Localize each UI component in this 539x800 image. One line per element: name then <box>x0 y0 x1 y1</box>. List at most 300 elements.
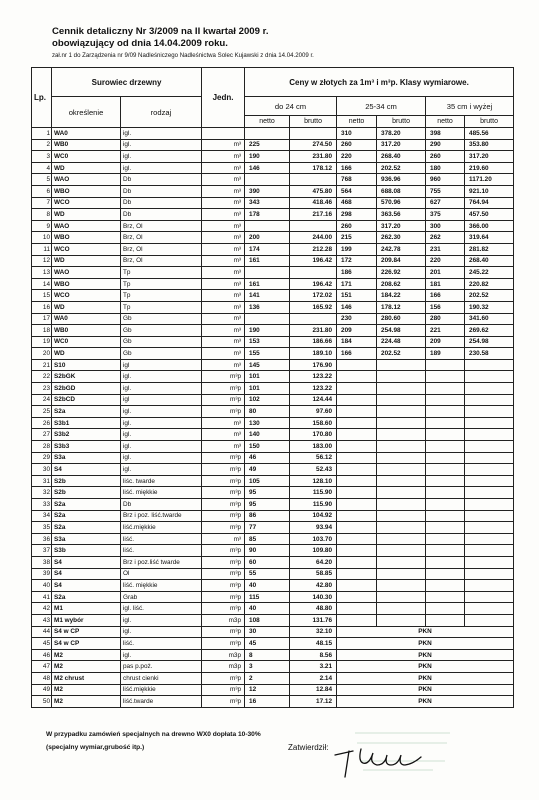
price-netto-3 <box>426 475 465 487</box>
price-brutto-1: 42.80 <box>290 580 337 592</box>
price-brutto-2 <box>377 359 426 371</box>
price-table <box>31 67 514 708</box>
row-unit: m³ <box>202 301 245 313</box>
row-lp: 33 <box>32 499 52 511</box>
price-brutto-2 <box>377 441 426 453</box>
row-code: M2 <box>52 684 121 696</box>
table-row <box>32 255 514 267</box>
row-type: liść.twarde <box>121 696 202 708</box>
price-brutto-2: 280.60 <box>377 313 426 325</box>
price-netto-3: 960 <box>426 174 465 186</box>
row-code: S10 <box>52 359 121 371</box>
price-netto-1: 145 <box>245 359 290 371</box>
table-row <box>32 162 514 174</box>
price-pkn: PKN <box>337 696 514 708</box>
signature-icon <box>315 715 475 785</box>
row-lp: 1 <box>32 128 52 140</box>
table-row <box>32 290 514 302</box>
price-netto-1 <box>245 267 290 279</box>
row-unit: m³p <box>202 591 245 603</box>
price-brutto-1: 56.12 <box>290 452 337 464</box>
price-brutto-1: 165.92 <box>290 301 337 313</box>
row-lp: 49 <box>32 684 52 696</box>
price-brutto-3: 1171.20 <box>465 174 514 186</box>
table-row <box>32 441 514 453</box>
row-unit: m³p <box>202 603 245 615</box>
price-brutto-1: 3.21 <box>290 661 337 673</box>
row-code: S2a <box>52 406 121 418</box>
row-unit: m³ <box>202 533 245 545</box>
table-row <box>32 545 514 557</box>
price-brutto-3: 353.80 <box>465 139 514 151</box>
price-brutto-1: 52.43 <box>290 464 337 476</box>
row-unit: m³ <box>202 232 245 244</box>
row-unit: m³ <box>202 197 245 209</box>
row-lp: 29 <box>32 452 52 464</box>
row-type: Gb <box>121 325 202 337</box>
table-row <box>32 406 514 418</box>
price-netto-2 <box>337 441 377 453</box>
price-netto-3 <box>426 591 465 603</box>
row-code: S4 <box>52 556 121 568</box>
table-row <box>32 591 514 603</box>
price-brutto-3: 921.10 <box>465 185 514 197</box>
price-netto-3: 290 <box>426 139 465 151</box>
row-unit: m³ <box>202 139 245 151</box>
price-brutto-1: 115.90 <box>290 499 337 511</box>
price-brutto-2 <box>377 383 426 395</box>
row-type: Tp <box>121 278 202 290</box>
row-code: S2bGD <box>52 383 121 395</box>
row-code: WCO <box>52 290 121 302</box>
row-type: Grab <box>121 591 202 603</box>
price-brutto-3: 219.60 <box>465 162 514 174</box>
row-unit: m³ <box>202 185 245 197</box>
header-netto: netto <box>426 116 465 128</box>
row-lp: 42 <box>32 603 52 615</box>
price-netto-3: 260 <box>426 151 465 163</box>
price-netto-2: 260 <box>337 220 377 232</box>
price-netto-2 <box>337 464 377 476</box>
row-code: M2 chrust <box>52 672 121 684</box>
row-lp: 14 <box>32 278 52 290</box>
price-brutto-2: 242.78 <box>377 243 426 255</box>
table-row <box>32 568 514 580</box>
price-brutto-3: 220.82 <box>465 278 514 290</box>
price-netto-1: 86 <box>245 510 290 522</box>
row-type: Tp <box>121 290 202 302</box>
price-netto-3: 180 <box>426 162 465 174</box>
row-code: S3b <box>52 545 121 557</box>
row-lp: 20 <box>32 348 52 360</box>
row-lp: 50 <box>32 696 52 708</box>
price-netto-2 <box>337 452 377 464</box>
row-code: S4 <box>52 568 121 580</box>
price-brutto-2: 224.48 <box>377 336 426 348</box>
price-brutto-1: 170.80 <box>290 429 337 441</box>
table-row <box>32 325 514 337</box>
price-brutto-2 <box>377 371 426 383</box>
row-type: igl <box>121 359 202 371</box>
price-netto-1: 95 <box>245 499 290 511</box>
price-netto-1: 49 <box>245 464 290 476</box>
row-lp: 32 <box>32 487 52 499</box>
price-brutto-1: 103.70 <box>290 533 337 545</box>
price-brutto-1: 172.02 <box>290 290 337 302</box>
price-netto-1 <box>245 220 290 232</box>
price-brutto-2 <box>377 556 426 568</box>
row-type: Db <box>121 499 202 511</box>
price-brutto-2 <box>377 452 426 464</box>
row-type: Brz, Ol <box>121 220 202 232</box>
row-type: liść. <box>121 533 202 545</box>
footnote-surcharge: W przypadku zamówień specjalnych na drewno WX0 dopłata 10-30% <box>46 731 261 738</box>
row-unit: m³p <box>202 383 245 395</box>
row-unit: m³ <box>202 336 245 348</box>
price-netto-2 <box>337 499 377 511</box>
row-code: WD <box>52 162 121 174</box>
price-brutto-2: 184.22 <box>377 290 426 302</box>
price-netto-1: 3 <box>245 661 290 673</box>
row-lp: 45 <box>32 638 52 650</box>
price-brutto-2 <box>377 499 426 511</box>
row-type: igl. <box>121 649 202 661</box>
price-netto-3 <box>426 429 465 441</box>
row-lp: 27 <box>32 429 52 441</box>
table-row <box>32 220 514 232</box>
price-netto-1: 136 <box>245 301 290 313</box>
price-brutto-3: 254.98 <box>465 336 514 348</box>
row-code: S3a <box>52 452 121 464</box>
table-row <box>32 128 514 140</box>
price-netto-3: 189 <box>426 348 465 360</box>
price-netto-1: 40 <box>245 580 290 592</box>
price-netto-2: 166 <box>337 348 377 360</box>
price-brutto-1: 17.12 <box>290 696 337 708</box>
row-unit <box>202 128 245 140</box>
row-code: S2b <box>52 487 121 499</box>
row-type: igl. <box>121 464 202 476</box>
row-unit: m³ <box>202 417 245 429</box>
price-brutto-3 <box>465 533 514 545</box>
row-unit: m³ <box>202 441 245 453</box>
row-lp: 19 <box>32 336 52 348</box>
price-brutto-1: 115.90 <box>290 487 337 499</box>
row-code: S2a <box>52 499 121 511</box>
row-code: WA0 <box>52 128 121 140</box>
price-netto-3 <box>426 441 465 453</box>
price-brutto-3 <box>465 614 514 626</box>
price-netto-1: 178 <box>245 209 290 221</box>
price-netto-1: 55 <box>245 568 290 580</box>
table-row <box>32 417 514 429</box>
price-netto-3: 627 <box>426 197 465 209</box>
row-code: M2 <box>52 696 121 708</box>
header-lp: Lp. <box>32 68 52 128</box>
price-brutto-1: 186.66 <box>290 336 337 348</box>
price-netto-3 <box>426 499 465 511</box>
price-brutto-3 <box>465 359 514 371</box>
price-netto-1: 153 <box>245 336 290 348</box>
price-brutto-2 <box>377 417 426 429</box>
table-row <box>32 533 514 545</box>
price-netto-3: 221 <box>426 325 465 337</box>
table-row <box>32 487 514 499</box>
price-netto-1: 101 <box>245 383 290 395</box>
price-brutto-2 <box>377 464 426 476</box>
row-lp: 31 <box>32 475 52 487</box>
row-code: S3b1 <box>52 417 121 429</box>
price-brutto-1: 123.22 <box>290 371 337 383</box>
price-brutto-1: 64.20 <box>290 556 337 568</box>
row-type: igl. <box>121 139 202 151</box>
row-unit: m³p <box>202 452 245 464</box>
row-code: WBO <box>52 232 121 244</box>
price-brutto-2: 936.96 <box>377 174 426 186</box>
table-row <box>32 603 514 615</box>
price-brutto-3: 269.62 <box>465 325 514 337</box>
price-netto-2 <box>337 614 377 626</box>
price-netto-2 <box>337 475 377 487</box>
table-row <box>32 661 514 673</box>
price-brutto-3: 317.20 <box>465 151 514 163</box>
row-unit: m³p <box>202 580 245 592</box>
row-code: S2a <box>52 591 121 603</box>
price-brutto-3: 245.22 <box>465 267 514 279</box>
price-netto-2 <box>337 591 377 603</box>
price-netto-1: 16 <box>245 696 290 708</box>
price-brutto-3: 230.58 <box>465 348 514 360</box>
price-brutto-2: 317.20 <box>377 139 426 151</box>
row-lp: 10 <box>32 232 52 244</box>
price-netto-1: 90 <box>245 545 290 557</box>
price-brutto-2 <box>377 487 426 499</box>
price-netto-3 <box>426 487 465 499</box>
price-brutto-2: 268.40 <box>377 151 426 163</box>
row-code: WBO <box>52 278 121 290</box>
row-type: igl. <box>121 151 202 163</box>
row-code: S2a <box>52 510 121 522</box>
header-netto: netto <box>337 116 377 128</box>
price-netto-3 <box>426 417 465 429</box>
row-type: igl. <box>121 417 202 429</box>
row-code: S4 w CP <box>52 638 121 650</box>
row-unit: m³p <box>202 487 245 499</box>
price-netto-2: 260 <box>337 139 377 151</box>
price-netto-1 <box>245 174 290 186</box>
row-type: Brz, Ol <box>121 255 202 267</box>
row-unit: m³ <box>202 348 245 360</box>
price-brutto-3 <box>465 510 514 522</box>
row-unit: m³p <box>202 568 245 580</box>
price-brutto-1: 231.80 <box>290 325 337 337</box>
price-netto-3: 181 <box>426 278 465 290</box>
price-netto-1: 115 <box>245 591 290 603</box>
price-brutto-1 <box>290 313 337 325</box>
price-netto-2 <box>337 522 377 534</box>
row-type: igl. <box>121 128 202 140</box>
document-subtitle: obowiązujący od dnia 14.04.2009 roku. <box>52 38 228 49</box>
table-row <box>32 232 514 244</box>
price-pkn: PKN <box>337 661 514 673</box>
row-type: liśc. twarde <box>121 475 202 487</box>
header-class-2: 25-34 cm <box>337 97 426 116</box>
row-unit: m3p <box>202 661 245 673</box>
price-netto-2: 172 <box>337 255 377 267</box>
row-unit: m³p <box>202 684 245 696</box>
header-brutto: brutto <box>465 116 514 128</box>
row-lp: 13 <box>32 267 52 279</box>
header-rodzaj: rodzaj <box>121 97 202 128</box>
page-header <box>52 26 522 60</box>
price-brutto-1: 58.85 <box>290 568 337 580</box>
price-brutto-1: 48.15 <box>290 638 337 650</box>
price-pkn: PKN <box>337 684 514 696</box>
price-brutto-1: 93.94 <box>290 522 337 534</box>
header-okreslenie: określenie <box>52 97 121 128</box>
price-brutto-1: 183.00 <box>290 441 337 453</box>
price-netto-3 <box>426 406 465 418</box>
price-brutto-2 <box>377 475 426 487</box>
row-code: S3b2 <box>52 429 121 441</box>
header-brutto: brutto <box>290 116 337 128</box>
row-type: igl. <box>121 626 202 638</box>
price-netto-1: 390 <box>245 185 290 197</box>
price-brutto-3: 319.64 <box>465 232 514 244</box>
price-pkn: PKN <box>337 649 514 661</box>
table-row <box>32 197 514 209</box>
row-lp: 18 <box>32 325 52 337</box>
row-lp: 30 <box>32 464 52 476</box>
row-type: igl. <box>121 614 202 626</box>
row-unit: m³p <box>202 510 245 522</box>
header-class-1: do 24 cm <box>245 97 337 116</box>
price-netto-1 <box>245 313 290 325</box>
row-lp: 3 <box>32 151 52 163</box>
price-brutto-3 <box>465 556 514 568</box>
price-brutto-3: 281.82 <box>465 243 514 255</box>
table-row <box>32 301 514 313</box>
price-brutto-2 <box>377 591 426 603</box>
row-lp: 2 <box>32 139 52 151</box>
price-netto-2: 768 <box>337 174 377 186</box>
price-brutto-1: 189.10 <box>290 348 337 360</box>
price-brutto-1: 97.60 <box>290 406 337 418</box>
row-lp: 24 <box>32 394 52 406</box>
row-code: WC0 <box>52 151 121 163</box>
price-netto-3 <box>426 522 465 534</box>
price-brutto-2 <box>377 522 426 534</box>
price-netto-3: 300 <box>426 220 465 232</box>
table-row <box>32 185 514 197</box>
price-brutto-3 <box>465 383 514 395</box>
price-netto-2 <box>337 417 377 429</box>
price-brutto-2 <box>377 406 426 418</box>
price-brutto-3 <box>465 394 514 406</box>
table-row <box>32 499 514 511</box>
table-row <box>32 313 514 325</box>
row-lp: 8 <box>32 209 52 221</box>
table-row <box>32 278 514 290</box>
table-row <box>32 383 514 395</box>
price-netto-1: 101 <box>245 371 290 383</box>
price-pkn: PKN <box>337 672 514 684</box>
header-jedn: Jedn. <box>202 68 245 128</box>
row-lp: 44 <box>32 626 52 638</box>
price-brutto-2: 226.92 <box>377 267 426 279</box>
price-netto-1: 85 <box>245 533 290 545</box>
price-netto-2: 230 <box>337 313 377 325</box>
row-code: WD <box>52 255 121 267</box>
price-brutto-2: 208.62 <box>377 278 426 290</box>
price-netto-1: 45 <box>245 638 290 650</box>
table-row <box>32 209 514 221</box>
table-row <box>32 649 514 661</box>
row-unit: m³ <box>202 151 245 163</box>
price-netto-3: 220 <box>426 255 465 267</box>
price-netto-2 <box>337 371 377 383</box>
price-netto-1: 12 <box>245 684 290 696</box>
table-row <box>32 522 514 534</box>
price-brutto-3: 190.32 <box>465 301 514 313</box>
table-row <box>32 696 514 708</box>
row-code: WC0 <box>52 336 121 348</box>
price-netto-3 <box>426 568 465 580</box>
price-netto-1: 105 <box>245 475 290 487</box>
price-brutto-2: 209.84 <box>377 255 426 267</box>
price-brutto-2 <box>377 394 426 406</box>
price-netto-3 <box>426 383 465 395</box>
row-lp: 37 <box>32 545 52 557</box>
price-brutto-3 <box>465 452 514 464</box>
price-netto-1: 146 <box>245 162 290 174</box>
table-row <box>32 510 514 522</box>
price-brutto-1 <box>290 220 337 232</box>
price-netto-3: 755 <box>426 185 465 197</box>
price-brutto-2: 202.52 <box>377 348 426 360</box>
price-brutto-3: 268.40 <box>465 255 514 267</box>
table-row <box>32 267 514 279</box>
row-lp: 38 <box>32 556 52 568</box>
price-netto-2: 166 <box>337 162 377 174</box>
table-row <box>32 394 514 406</box>
row-type: igl. <box>121 371 202 383</box>
row-lp: 9 <box>32 220 52 232</box>
row-type: igl. liść. <box>121 603 202 615</box>
row-code: S4 w CP <box>52 626 121 638</box>
price-netto-1: 190 <box>245 151 290 163</box>
price-brutto-1: 475.80 <box>290 185 337 197</box>
table-row <box>32 464 514 476</box>
price-netto-3 <box>426 464 465 476</box>
price-brutto-2 <box>377 568 426 580</box>
price-brutto-1: 140.30 <box>290 591 337 603</box>
row-lp: 47 <box>32 661 52 673</box>
price-netto-1: 174 <box>245 243 290 255</box>
row-lp: 26 <box>32 417 52 429</box>
row-code: M2 <box>52 649 121 661</box>
row-type: chrust cienki <box>121 672 202 684</box>
price-brutto-1: 131.76 <box>290 614 337 626</box>
row-lp: 23 <box>32 383 52 395</box>
price-brutto-1: 244.00 <box>290 232 337 244</box>
header-class-3: 35 cm i wyżej <box>426 97 514 116</box>
price-netto-1: 155 <box>245 348 290 360</box>
row-code: S2a <box>52 522 121 534</box>
approved-label: Zatwierdził: <box>288 743 329 752</box>
price-netto-2: 468 <box>337 197 377 209</box>
price-brutto-1: 109.80 <box>290 545 337 557</box>
